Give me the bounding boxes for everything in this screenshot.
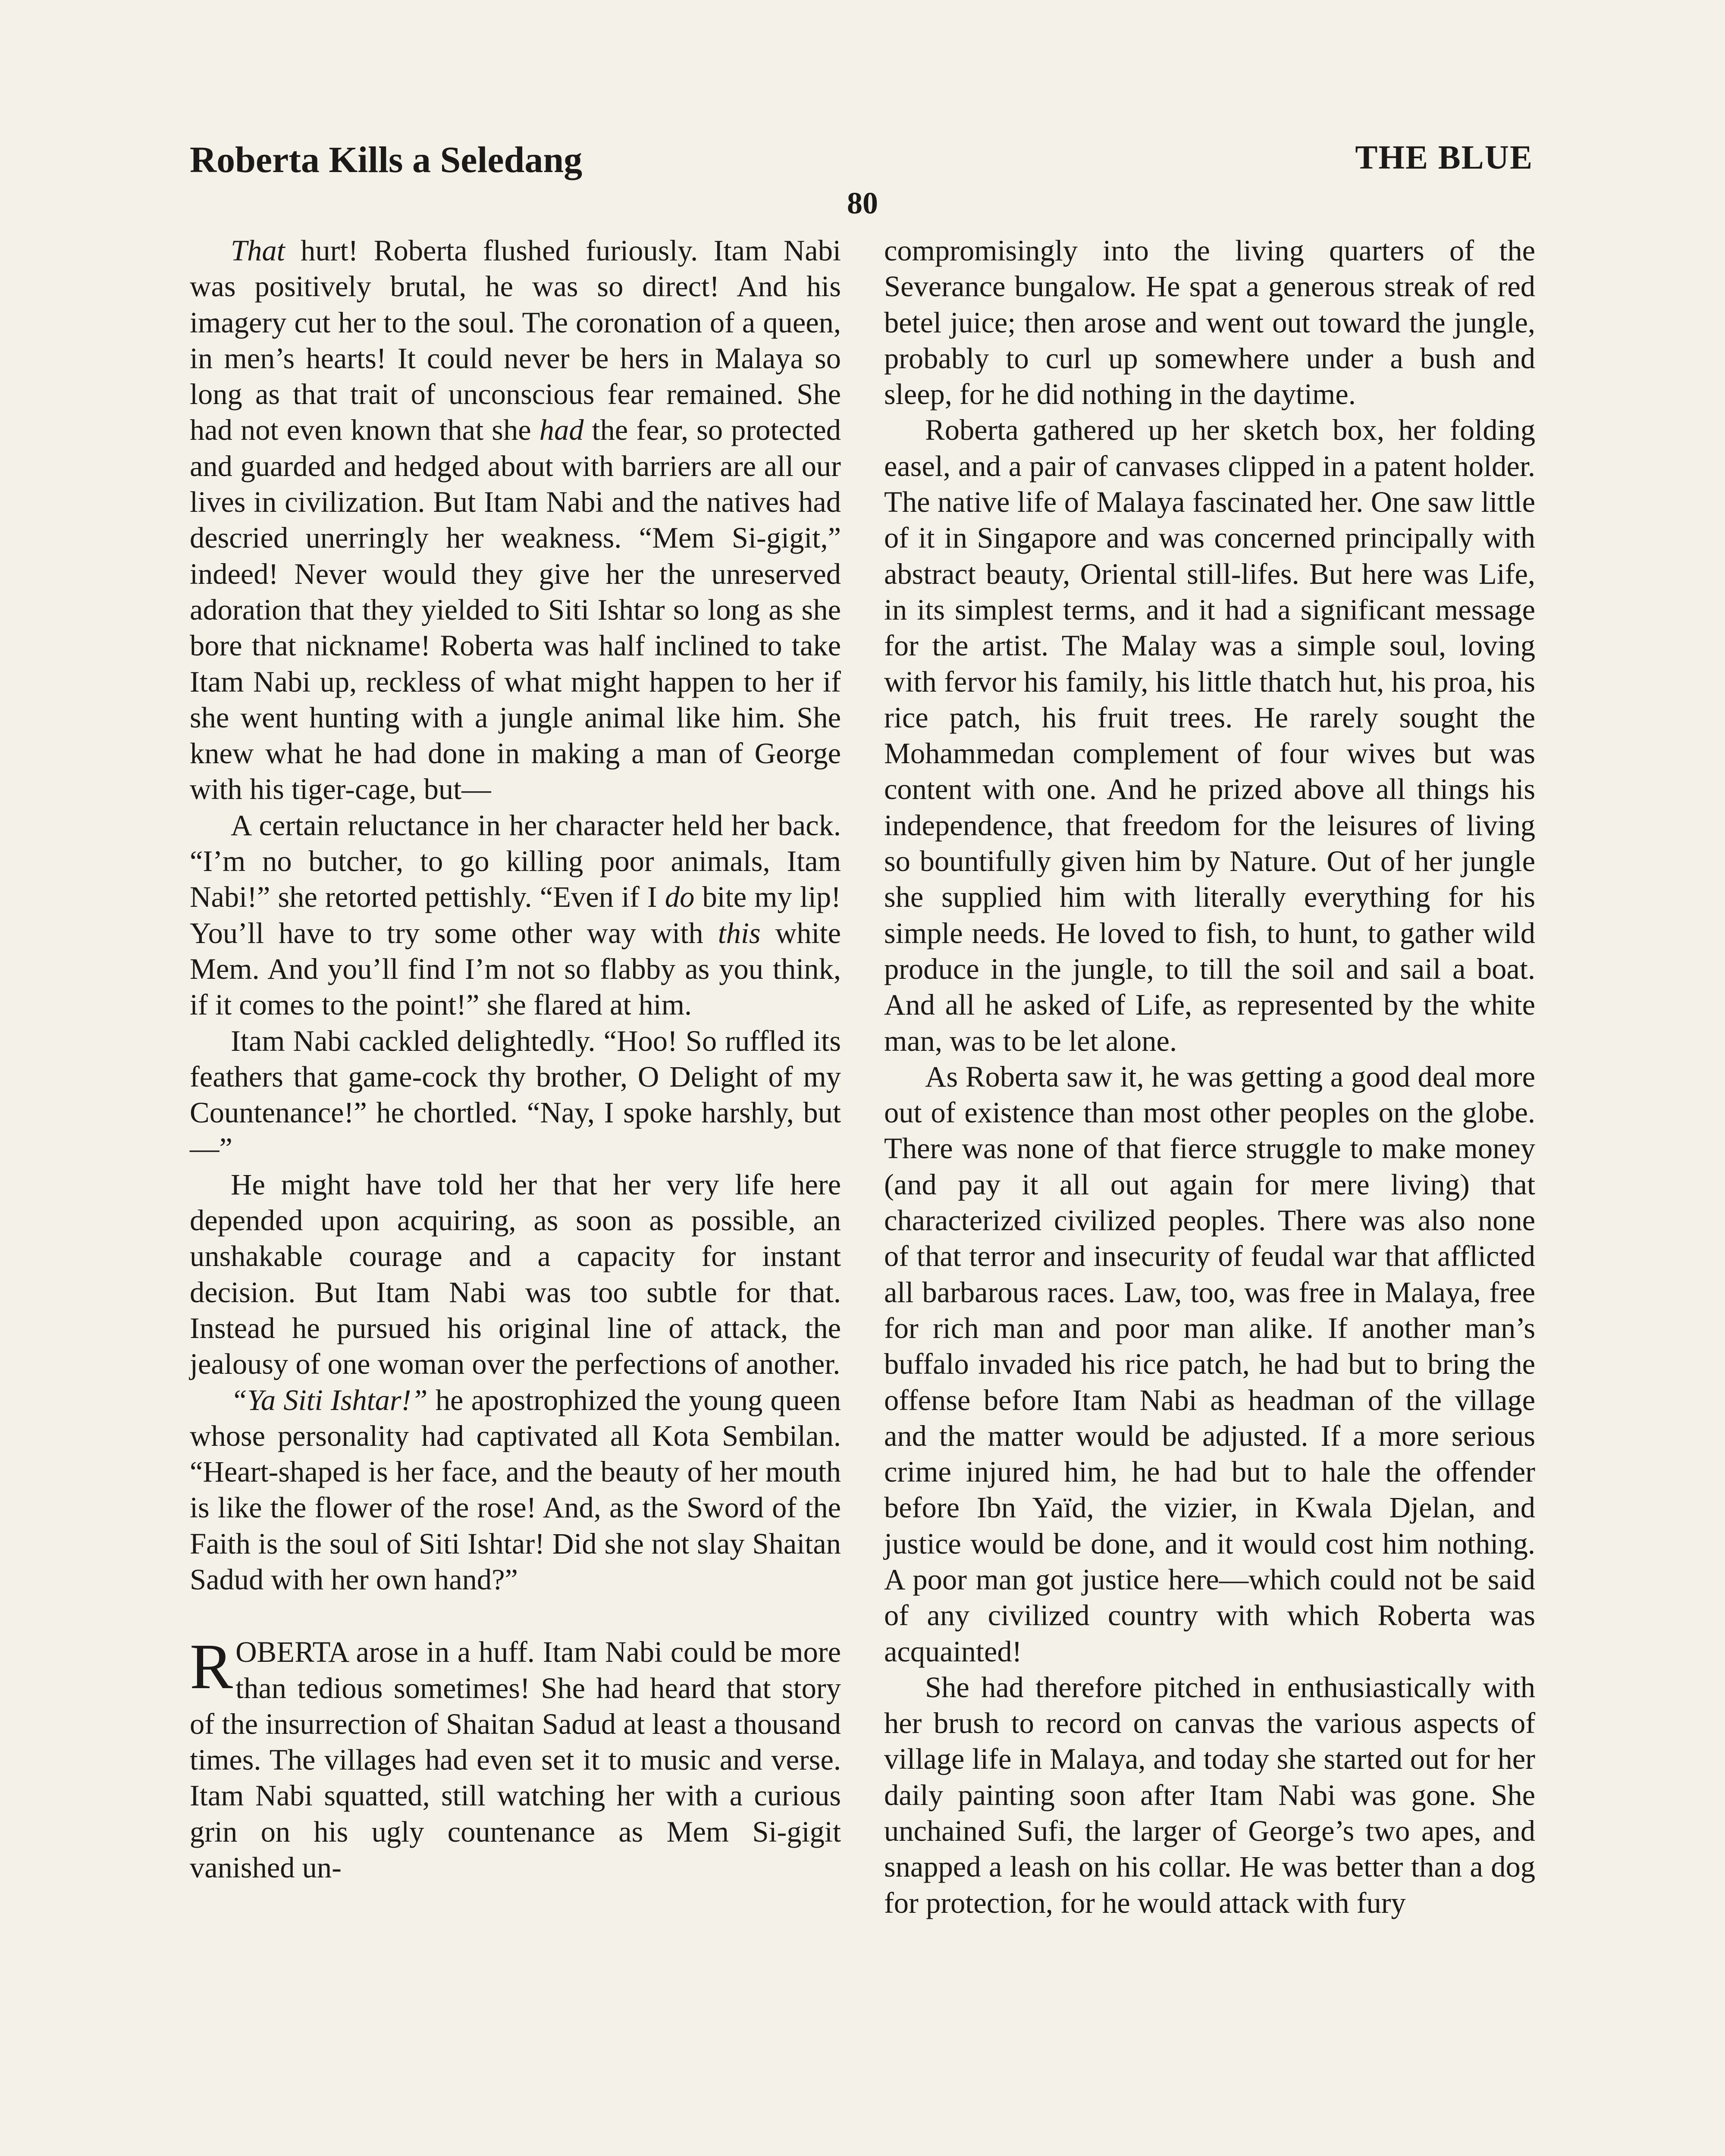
- magazine-name: THE BLUE: [1355, 138, 1533, 176]
- italic-text: That: [231, 234, 285, 267]
- left-column: [190, 233, 841, 1886]
- caps-text: OBERTA: [235, 1636, 348, 1669]
- body-text: white Mem. And you’ll find I’m not so flabby as you think, if it comes to the point!” she flared at him.: [190, 916, 841, 1022]
- body-text: arose in a huff. Itam Nabi could be more than tedious sometimes! She had heard that story of the insurrection of Shaitan Sadud at least a thousand times. The villages had even set it to music and verse. Itam Nabi squatted, still watching her with a curious grin on his ugly countenance as Mem Si-gigit vanished un-: [190, 1636, 841, 1884]
- body-text: the fear, so protected and guarded and hedged about with barriers are all our lives in civilization. But Itam Nabi and the natives had descried unerringly her weakness. “Mem Si-gigit,” indeed! Never would they give her the unreserved adoration that they yielded to Siti Ishtar so long as she bore that nickname! Roberta was half inclined to take Itam Nabi up, reckless of what might happen to her if she went hunting with a jungle animal like him. She knew what he had done in making a man of George with his tiger-cage, but—: [190, 414, 841, 806]
- paragraph: compromisingly into the living quarters of the Severance bungalow. He spat a generous streak of red betel juice; then arose and went out toward the jungle, probably to curl up somewhere under a bush and sleep, for he did nothing in the daytime.: [884, 234, 1535, 411]
- italic-text: this: [718, 916, 761, 950]
- paragraph: He might have told her that her very life here depended upon acquiring, as soon as possible, an unshakable courage and a capacity for instant decision. But Itam Nabi was too subtle for that. Instead he pursued his original line of attack, the jealousy of one woman over the perfections of another.: [190, 1168, 841, 1381]
- drop-cap: R: [190, 1631, 233, 1703]
- italic-text: do: [665, 881, 695, 914]
- body-text: A certain reluctance in her character held her back. “I’m no butcher, to go killing poor animals, Itam Nabi!” she retorted pettishly. “Even if I: [190, 808, 841, 914]
- body-text: hurt! Roberta flushed furiously. Itam Nabi was positively brutal, he was so direct! And his imagery cut her to the soul. The coronation of a queen, in men’s hearts! It could never be hers in Malaya so long as that trait of unconscious fear remained. She had not even known that she: [190, 234, 841, 447]
- paragraph: [190, 233, 841, 808]
- right-column: [884, 233, 1535, 1921]
- paragraph: Itam Nabi cackled delightedly. “Hoo! So ruffled its feathers that game-cock thy brother, O Delight of my Countenance!” he chortled. “Nay, I spoke harshly, but—”: [190, 1024, 841, 1165]
- italic-text: had: [539, 414, 584, 447]
- page-number: 80: [847, 186, 878, 220]
- story-title: Roberta Kills a Seledang: [190, 139, 583, 180]
- body-text: bite my lip! You’ll have to try some other way with: [190, 881, 841, 950]
- body-text: he apostrophized the young queen whose personality had captivated all Kota Sembilan. “Heart-shaped is her face, and the beauty of her mouth is like the flower of the rose! And, as the Sword of the Faith is the soul of Siti Ishtar! Did she not slay Shaitan Sadud with her own hand?”: [190, 1383, 841, 1596]
- paragraph: [190, 808, 841, 1023]
- paragraph: She had therefore pitched in enthusiastically with her brush to record on canvas the various aspects of village life in Malaya, and today she started out for her daily painting soon after Itam Nabi was gone. She unchained Sufi, the larger of George’s two apes, and snapped a leash on his collar. He was better than a dog for protection, for he would attack with fury: [884, 1670, 1535, 1919]
- paragraph: Roberta gathered up her sketch box, her folding easel, and a pair of canvases clipped in a patent holder. The native life of Malaya fascinated her. One saw little of it in Singapore and was concerned principally with abstract beauty, Oriental still-lifes. But here was Life, in its simplest terms, and it had a significant message for the artist. The Malay was a simple soul, loving with fervor his family, his little thatch hut, his proa, his rice patch, his fruit trees. He rarely sought the Mohammedan complement of four wives but was content with one. And he prized above all things his independence, that freedom for the leisures of living so bountifully given him by Nature. Out of her jungle she supplied him with literally everything for his simple needs. He loved to fish, to hunt, to gather wild produce in the jungle, to till the soil and sail a boat. And all he asked of Life, as represented by the white man, was to be let alone.: [884, 414, 1535, 1057]
- paragraph: [190, 1382, 841, 1598]
- paragraph: [190, 1631, 841, 1886]
- italic-text: “Ya Siti Ishtar!”: [231, 1383, 428, 1416]
- paragraph: As Roberta saw it, he was getting a good deal more out of existence than most other peoples on the globe. There was none of that fierce struggle to make money (and pay it all out again for mere living) that characterized civilized peoples. There was also none of that terror and insecurity of feudal war that afflicted all barbarous races. Law, too, was free in Malaya, free for rich man and poor man alike. If another man’s buffalo invaded his rice patch, he had but to bring the offense before Itam Nabi as headman of the village and the matter would be adjusted. If a more serious crime injured him, he had but to hale the offender before Ibn Yaïd, the vizier, in Kwala Djelan, and justice would be done, and it would cost him nothing. A poor man got justice here—which could not be said of any civilized country with which Roberta was acquainted!: [884, 1060, 1535, 1668]
